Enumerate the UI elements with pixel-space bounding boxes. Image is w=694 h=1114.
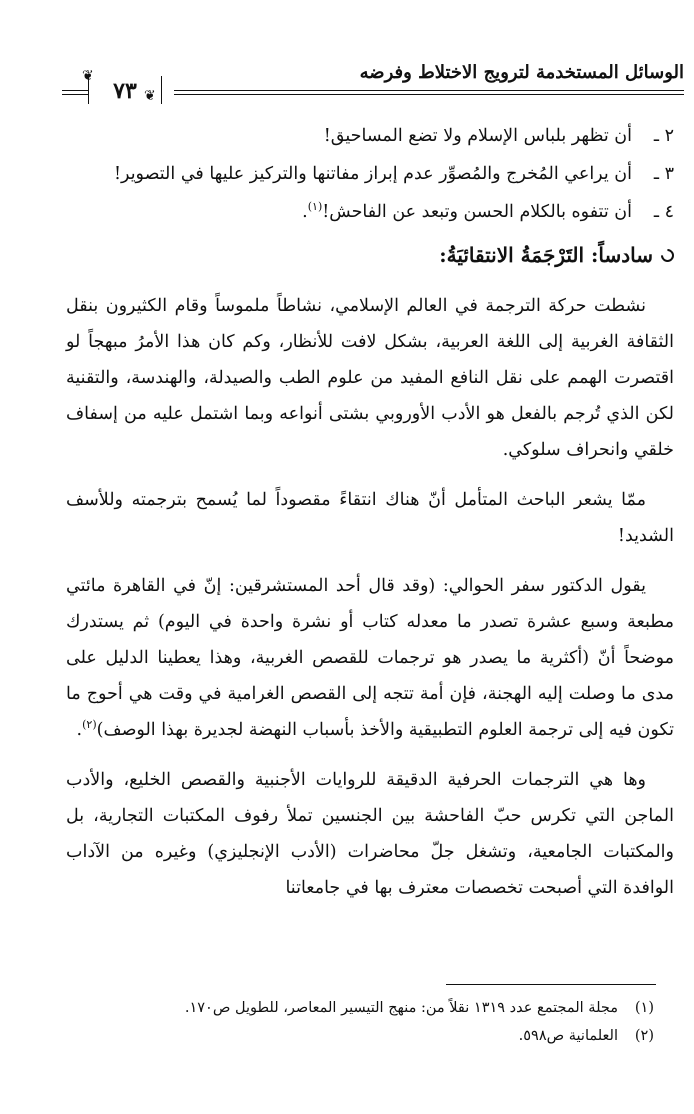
- footnote-text: العلمانية ص٥٩٨.: [518, 1028, 618, 1044]
- footnote-text: مجلة المجتمع عدد ١٣١٩ نقلاً من: منهج التيسير المعاصر، للطويل ص١٧٠.: [184, 1000, 618, 1016]
- running-title: الوسائل المستخدمة لترويج الاختلاط وفرضه: [359, 62, 684, 83]
- footnotes: [66, 994, 654, 1050]
- ornament-sprig-icon: ❦: [144, 88, 156, 104]
- paragraph-text: وها هي الترجمات الحرفية الدقيقة للروايات الأجنبية والقصص الخليع، والأدب الماجن التي تكرس حبّ الفاحشة بين الجنسين تملأ رفوف المكتبات التجارية، بل والمكتبات الجامعية، وتشغل جلّ محاضرات (الأدب الإنجليزي) وغيره من الآداب الوافدة التي أصبحت تخصصات معترف بها في جامعاتنا: [66, 770, 674, 898]
- list-item-text-wrapper: [66, 194, 632, 230]
- paragraph-end-punct: .: [76, 720, 83, 740]
- ornament-sprig-icon: ❦: [82, 68, 94, 84]
- paragraph: [66, 568, 674, 748]
- footnote-ref: (٢): [82, 718, 97, 732]
- paragraph: [66, 762, 674, 906]
- list-item-number: ٤ ـ: [653, 202, 674, 222]
- page-header: [62, 60, 684, 108]
- section-heading-text: سادساً: التَرْجَمَةُ الانتقائيَةُ:: [439, 243, 653, 267]
- list-item-text: أن يراعي المُخرج والمُصوِّر عدم إبراز مفاتنها والتركيز عليها في التصوير!: [114, 164, 632, 184]
- footnote-number: (١): [634, 1000, 654, 1016]
- list-item-text: أن تتفوه بالكلام الحسن وتبعد عن الفاحش!: [322, 202, 632, 222]
- list-item-text: أن تظهر بلباس الإسلام ولا تضع المساحيق!: [323, 126, 632, 146]
- list-item: [66, 194, 674, 230]
- header-rule-thin: [174, 94, 684, 95]
- footnote: [66, 1022, 654, 1050]
- list-item: [66, 156, 674, 192]
- section-heading: [66, 236, 674, 274]
- list-item: [66, 118, 674, 154]
- paragraph: [66, 482, 674, 554]
- paragraph-text: نشطت حركة الترجمة في العالم الإسلامي، نشاطاً ملموساً وقام الكثيرون بنقل الثقافة الغربية إلى اللغة العربية، بشكل لافت للأنظار، وكم كان هذا الأمرُ مبهجاً لو اقتصرت الهمم على نقل النافع المفيد من علوم الطب والصيدلة، والهندسة، والتقنية لكن الذي تُرجم بالفعل هو الأدب الأوروبي بشتى أنواعه وبما اشتمل عليه من إسفاف خلقي وانحراف سلوكي.: [66, 296, 674, 460]
- footnote-ref: (١): [307, 200, 323, 214]
- list-item-end-punct: .: [302, 202, 308, 222]
- header-rule-left-thin: [62, 94, 88, 95]
- paragraph: [66, 288, 674, 468]
- heading-bullet-icon: [658, 246, 676, 264]
- paragraph-text: يقول الدكتور سفر الحوالي: (وقد قال أحد المستشرقين: إنّ في القاهرة مائتي مطبعة وسبع عشرة تصدر ما معدله كتاب أو نشرة واحدة في اليوم) ثم يستدرك موضحاً أنّ (أكثرية ما يصدر هو ترجمات للقصص الغربية، وهذا يعطينا الدليل على مدى ما وصلت إليه الهجنة، فإن أمة تتجه إلى القصص الغرامية في وقت هي أحوج ما تكون فيه إلى ترجمة العلوم التطبيقية والأخذ بأسباب النهضة لجديرة بهذا الوصف): [66, 576, 674, 740]
- header-rule-left-thick: [62, 90, 88, 91]
- footnote: [66, 994, 654, 1022]
- paragraph-text: ممّا يشعر الباحث المتأمل أنّ هناك انتقاءً مقصوداً لما يُسمح بترجمته وللأسف الشديد!: [66, 490, 674, 546]
- footnote-number: (٢): [634, 1028, 654, 1044]
- list-item-number: ٣ ـ: [653, 164, 674, 184]
- page-number: ٧٣: [113, 78, 137, 104]
- list-item-number: ٢ ـ: [653, 126, 674, 146]
- main-text: [66, 118, 674, 906]
- footnote-separator: [446, 984, 656, 985]
- header-rule-thick: [174, 90, 684, 91]
